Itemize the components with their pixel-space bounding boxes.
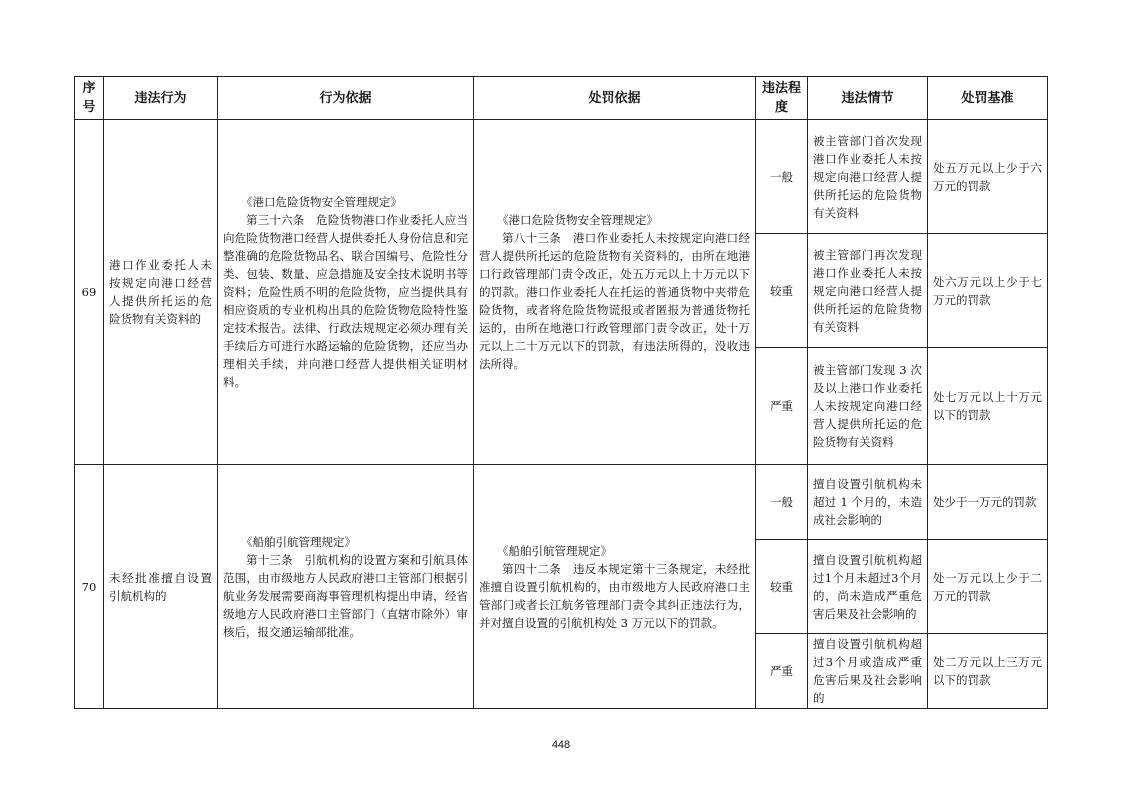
header-behavior: 违法行为 — [104, 77, 218, 120]
degree-cell: 一般 — [756, 120, 808, 234]
basis-text: 第三十六条 危险货物港口作业委托人应当向危险货物港口经营人提供委托人身份信息和完整准确的危险货物品名、联合国编号、危险性分类、包装、数量、应急措施及安全技术说明书等资料；危险性质不明的危险货物，应当提供具有相应资质的专业机构出具的危险货物危险特性鉴定技术报告。法律、行政法规规定必须办理有关手续后方可进行水路运输的危险货物，还应当办理相关手续，并向港口经营人提供相关证明材料。 — [223, 213, 468, 389]
degree-cell: 一般 — [756, 465, 808, 540]
page-number: 448 — [551, 739, 571, 751]
violation-behavior: 未经批准擅自设置引航机构的 — [104, 465, 218, 709]
circumstance-cell: 被主管部门发现 3 次及以上港口作业委托人未按规定向港口经营人提供所托运的危险货物有关资料 — [808, 348, 928, 465]
standard-cell: 处七万元以上十万元以下的罚款 — [928, 348, 1048, 465]
degree-cell: 较重 — [756, 234, 808, 348]
degree-cell: 严重 — [756, 348, 808, 465]
degree-cell: 严重 — [756, 634, 808, 709]
row-number: 70 — [75, 465, 104, 709]
basis-text: 第十三条 引航机构的设置方案和引航具体范围，由市级地方人民政府港口主管部门根据引航业务发展需要商海事管理机构提出申请，经省级地方人民政府港口主管部门（直辖市除外）审核后，报交通运输部批准。 — [223, 552, 468, 639]
violation-behavior: 港口作业委托人未按规定向港口经营人提供所托运的危险货物有关资料的 — [104, 120, 218, 465]
header-circumstance: 违法情节 — [808, 77, 928, 120]
standard-cell: 处五万元以上少于六万元的罚款 — [928, 120, 1048, 234]
circumstance-cell: 擅自设置引航机构未超过 1 个月的，未造成社会影响的 — [808, 465, 928, 540]
behavior-basis — [218, 120, 474, 465]
header-seq: 序号 — [75, 77, 104, 120]
penalty-text: 第四十二条 违反本规定第十三条规定，未经批准擅自设置引航机构的，由市级地方人民政府港口主管部门或者长江航务管理部门责令其纠正违法行为，并对擅自设置的引航机构处 3 万元以下的罚款。 — [479, 561, 750, 630]
table-row — [75, 120, 1048, 234]
standard-cell: 处少于一万元的罚款 — [928, 465, 1048, 540]
circumstance-cell: 被主管部门首次发现港口作业委托人未按规定向港口经营人提供所托运的危险货物有关资料 — [808, 120, 928, 234]
header-row — [75, 77, 1048, 120]
basis-title: 《船舶引航管理规定》 — [241, 534, 356, 549]
row-number: 69 — [75, 120, 104, 465]
penalty-basis — [474, 465, 756, 709]
header-degree: 违法程度 — [756, 77, 808, 120]
penalty-title: 《港口危险货物安全管理规定》 — [497, 213, 658, 227]
penalty-title: 《船舶引航管理规定》 — [497, 543, 612, 558]
penalty-text: 第八十三条 港口作业委托人未按规定向港口经营人提供所托运的危险货物有关资料的，由所在地港口行政管理部门责令改正，处五万元以上十万元以下的罚款。港口作业委托人在托运的普通货物中夹带危险货物，或者将危险货物谎报或者匿报为普通货物托运的，由所在地港口行政管理部门责令改正，处十万元以上二十万元以下的罚款，有违法所得的，没收违法所得。 — [479, 231, 750, 371]
standard-cell: 处六万元以上少于七万元的罚款 — [928, 234, 1048, 348]
circumstance-cell: 被主管部门再次发现港口作业委托人未按规定向港口经营人提供所托运的危险货物有关资料 — [808, 234, 928, 348]
basis-title: 《港口危险货物安全管理规定》 — [241, 195, 402, 209]
header-standard: 处罚基准 — [928, 77, 1048, 120]
header-penalty-basis: 处罚依据 — [474, 77, 756, 120]
penalty-basis — [474, 120, 756, 465]
circumstance-cell: 擅自设置引航机构超过1个月未超过3个月的，尚未造成严重危害后果及社会影响的 — [808, 540, 928, 634]
degree-cell: 较重 — [756, 540, 808, 634]
header-basis: 行为依据 — [218, 77, 474, 120]
standard-cell: 处二万元以上三万元以下的罚款 — [928, 634, 1048, 709]
penalty-table — [74, 76, 1048, 709]
circumstance-cell: 擅自设置引航机构超过3个月或造成严重危害后果及社会影响的 — [808, 634, 928, 709]
standard-cell: 处一万元以上少于二万元的罚款 — [928, 540, 1048, 634]
table-row — [75, 465, 1048, 540]
behavior-basis — [218, 465, 474, 709]
